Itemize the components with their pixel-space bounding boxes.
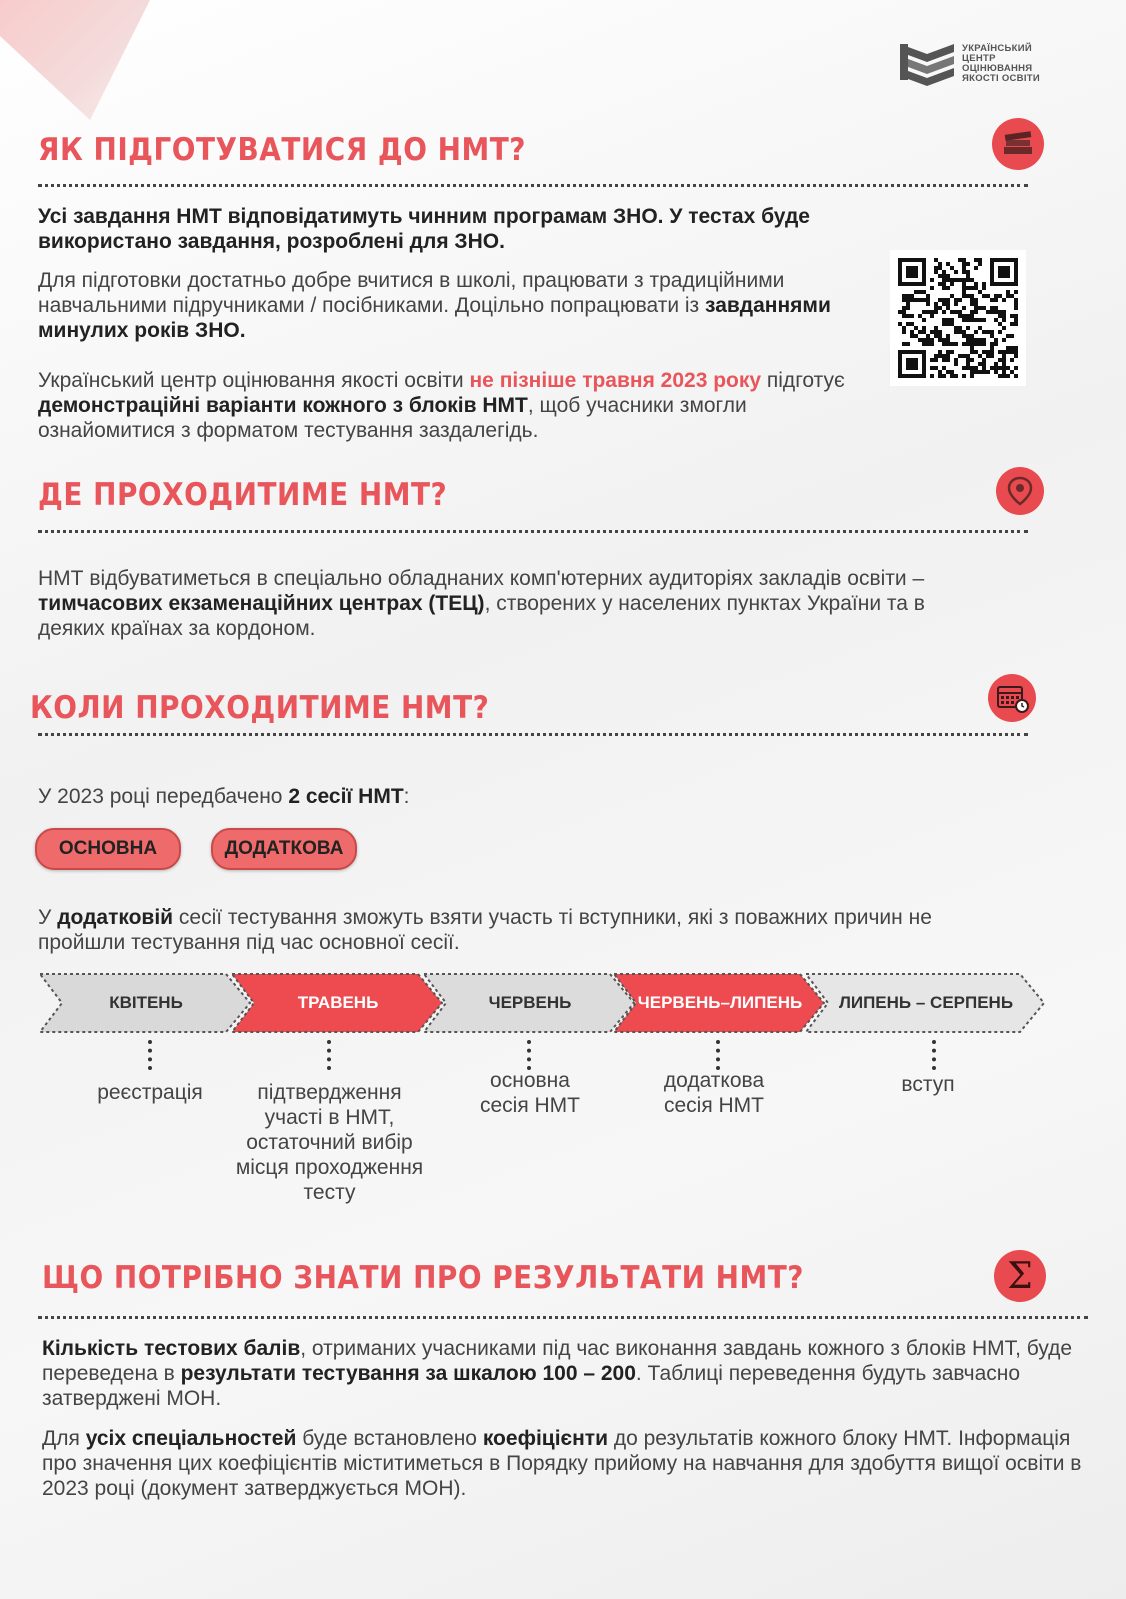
text-span-bold: усіх спеціальностей [85, 1427, 297, 1450]
prepare-paragraph-1: Усі завдання НМТ відповідатимуть чинним програмам ЗНО. У тестах буде використано завдання, розроблені для ЗНО. [38, 205, 810, 253]
timeline-label-registration: реєстрація [97, 1081, 203, 1104]
calendar-icon [988, 674, 1036, 722]
timeline-arrow-june-july [614, 972, 826, 1034]
ucoyo-logo [898, 38, 1040, 90]
results-paragraph-2 [42, 1426, 1102, 1501]
decorative-corner [0, 0, 150, 120]
text-span-red: не пізніше травня 2023 року [469, 369, 762, 392]
logo-mark-icon [898, 38, 956, 90]
section-divider [38, 733, 1028, 736]
heading-where: ДЕ ПРОХОДИТИМЕ НМТ? [38, 477, 448, 513]
map-pin-icon [996, 467, 1044, 515]
timeline-month: КВІТЕНЬ [109, 993, 183, 1012]
logo-text [962, 44, 1040, 84]
text-span-bold: додатковій [57, 906, 174, 929]
timeline-label-confirmation: підтвердження участі в НМТ, остаточний вибір місця проходження тесту [235, 1081, 424, 1204]
heading-results: ЩО ПОТРІБНО ЗНАТИ ПРО РЕЗУЛЬТАТИ НМТ? [42, 1260, 804, 1296]
text-span-bold: результати тестування за шкалою 100 – 200 [180, 1362, 636, 1385]
logo-line: ОЦІНЮВАННЯ [962, 63, 1033, 74]
text-span: , отриманих учасниками під час виконання завдань кожного з блоків НМТ, буде переведена в [42, 1337, 1073, 1385]
prepare-paragraph-2 [38, 268, 838, 343]
text-span: . Таблиці переведення будуть завчасно затверджені МОН. [42, 1362, 1021, 1410]
text-span: буде встановлено [296, 1427, 483, 1450]
text-span: У [38, 906, 58, 929]
section-divider [38, 1316, 1088, 1319]
text-span: підготує [761, 369, 845, 392]
timeline-month: ЧЕРВЕНЬ [488, 993, 572, 1012]
timeline-label-admission: вступ [901, 1073, 955, 1096]
timeline-arrow-april [40, 972, 252, 1034]
logo-line: УКРАЇНСЬКИЙ [962, 43, 1032, 54]
text-span: до результатів кожного блоку НМТ. Інформація про значення цих коефіцієнтів міститиметься в Порядку прийому на навчання для здобуття вищої освіти в 2023 році (документ затверджується МОН). [42, 1427, 1082, 1500]
timeline-month: ЛИПЕНЬ – СЕРПЕНЬ [838, 993, 1014, 1012]
text-span: , створених у населених пунктах України та в деяких країнах за кордоном. [38, 592, 925, 640]
logo-line: ЯКОСТІ ОСВІТИ [962, 73, 1041, 84]
results-paragraph-1 [42, 1336, 1092, 1411]
text-span-bold: коефіцієнти [482, 1427, 608, 1450]
prepare-paragraph-3 [38, 368, 858, 443]
timeline-connector [148, 1040, 152, 1070]
text-span: Для підготовки достатньо добре вчитися в школі, працювати з традиційними навчальними підручниками / посібниками. Доцільно попрацювати із [38, 269, 785, 317]
text-span-bold: демонстраційні варіанти кожного з блоків НМТ [38, 394, 528, 417]
timeline-label-extra-session: додаткова сесія НМТ [663, 1069, 765, 1117]
text-span: У 2023 році передбачено [38, 785, 289, 808]
text-span: Український центр оцінювання якості освіти [38, 369, 470, 392]
timeline-connector [716, 1040, 720, 1070]
text-span: : [403, 785, 410, 808]
text-span-bold: завданнями минулих років ЗНО. [38, 294, 831, 342]
text-span: , щоб учасники змогли ознайомитися з форматом тестування заздалегідь. [38, 394, 747, 442]
text-span: сесії тестування зможуть взяти участь ті вступники, які з поважних причин не пройшли тестування під час основної сесії. [38, 906, 932, 954]
pill-extra-session: ДОДАТКОВА [211, 828, 357, 870]
timeline-arrow-july-august [806, 972, 1046, 1034]
where-paragraph [38, 566, 978, 641]
text-span-bold: 2 сесії НМТ [288, 785, 404, 808]
timeline-connector [527, 1040, 531, 1070]
section-divider [38, 184, 1028, 187]
logo-line: ЦЕНТР [962, 53, 996, 64]
timeline-arrow-may [232, 972, 444, 1034]
books-icon [992, 118, 1044, 170]
heading-prepare: ЯК ПІДГОТУВАТИСЯ ДО НМТ? [38, 132, 526, 168]
timeline-connector [327, 1040, 331, 1070]
text-span-bold: тимчасових екзаменаційних центрах (ТЕЦ) [38, 592, 485, 615]
text-span: НМТ відбуватиметься в спеціально обладнаних комп'ютерних аудиторіях закладів освіти – [38, 567, 925, 590]
pill-main-session: ОСНОВНА [35, 828, 181, 870]
timeline-label-main-session: основна сесія НМТ [479, 1069, 581, 1117]
section-divider [38, 530, 1028, 533]
timeline-connector [932, 1040, 936, 1070]
timeline-month: ТРАВЕНЬ [297, 993, 379, 1012]
text-span-bold: Кількість тестових балів [42, 1337, 301, 1360]
timeline-month: ЧЕРВЕНЬ–ЛИПЕНЬ [637, 993, 803, 1012]
qr-code[interactable] [890, 250, 1026, 386]
when-paragraph-2 [38, 905, 1008, 955]
text-span: Для [42, 1427, 86, 1450]
heading-when: КОЛИ ПРОХОДИТИМЕ НМТ? [30, 690, 490, 726]
timeline-arrow-june [424, 972, 636, 1034]
when-paragraph-1 [38, 784, 938, 809]
sigma-icon: Σ [994, 1250, 1046, 1302]
